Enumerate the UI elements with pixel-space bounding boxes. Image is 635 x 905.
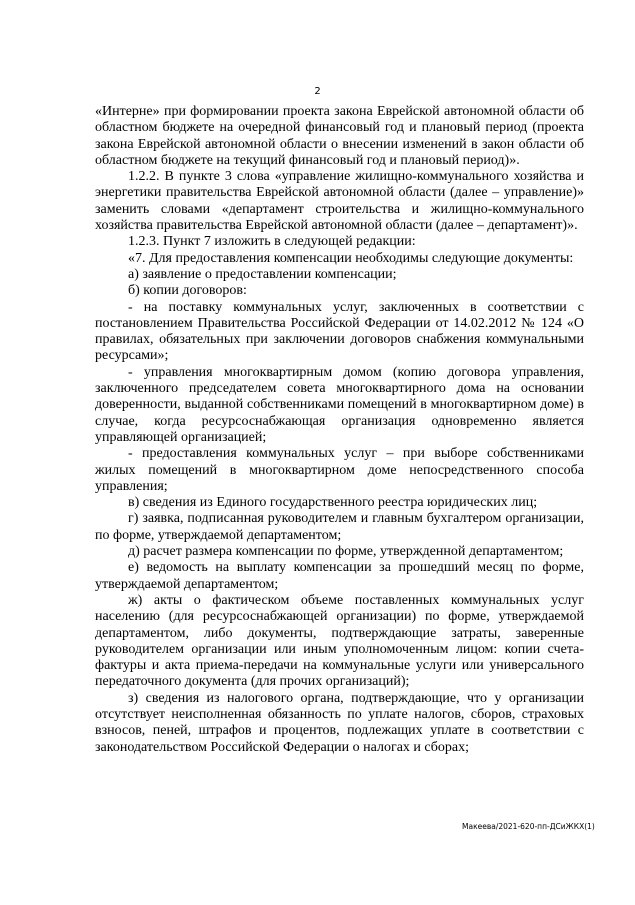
- paragraph: «7. Для предоставления компенсации необходимы следующие документы:: [128, 250, 574, 266]
- paragraph: - предоставления коммунальных услуг – при выборе собственниками жилых помещений в многоквартирном доме непосредственного способа управления;: [95, 446, 584, 494]
- paragraph: - на поставку коммунальных услуг, заключенных в соответствии с постановлением Правительства Российской Федерации от 14.02.2012 № 124 «О правилах, обязательных при заключении договоров снабжения коммунальными ресурсами»;: [95, 299, 584, 364]
- document-body: [95, 104, 584, 756]
- paragraph: 1.2.2. В пункте 3 слова «управление жилищно-коммунального хозяйства и энергетики правительства Еврейской автономной области (далее – управление)» заменить словами «департамент строительства и жилищно-коммунального хозяйства правительства Еврейской автономной области (далее – департамент)».: [95, 169, 584, 234]
- page-number: 2: [314, 86, 321, 97]
- paragraph: е) ведомость на выплату компенсации за прошедший месяц по форме, утверждаемой департаментом;: [95, 560, 584, 592]
- paragraph: а) заявление о предоставлении компенсации;: [128, 266, 397, 282]
- paragraph: з) сведения из налогового органа, подтверждающие, что у организации отсутствует неисполненная обязанность по уплате налогов, сборов, страховых взносов, пеней, штрафов и процентов, подлежащих уплате в соответствии с законодательством Российской Федерации о налогах и сборах;: [95, 690, 584, 755]
- paragraph: «Интерне» при формировании проекта закона Еврейской автономной области об областном бюджете на очередной финансовый год и плановый период (проекта закона Еврейской автономной области о внесении изменений в закон области об областном бюджете на текущий финансовый год и плановый период)».: [95, 104, 584, 168]
- paragraph: г) заявка, подписанная руководителем и главным бухгалтером организации, по форме, утверждаемой департаментом;: [95, 511, 584, 543]
- paragraph: в) сведения из Единого государственного реестра юридических лиц;: [128, 495, 538, 511]
- document-footer-code: Макеева/2021-620-пп-ДСиЖКХ(1): [462, 822, 595, 831]
- paragraph: ж) акты о фактическом объеме поставленных коммунальных услуг населению (для ресурсоснабжающей организации) по форме, утверждаемой департаментом, либо документы, подтверждающие затраты, заверенные руководителем организации или иным уполномоченным лицом: копии счета-фактуры и акта приема-передачи на коммунальные услуги или универсального передаточного документа (для прочих организаций);: [95, 592, 584, 690]
- paragraph: б) копии договоров:: [128, 283, 247, 299]
- paragraph: 1.2.3. Пункт 7 изложить в следующей редакции:: [128, 234, 416, 250]
- paragraph: - управления многоквартирным домом (копию договора управления, заключенного председателем совета многоквартирного дома на основании доверенности, выданной собственниками помещений в многоквартирном доме) в случае, когда ресурсоснабжающая организация одновременно является управляющей организацией;: [95, 364, 584, 445]
- paragraph: д) расчет размера компенсации по форме, утвержденной департаментом;: [128, 544, 564, 560]
